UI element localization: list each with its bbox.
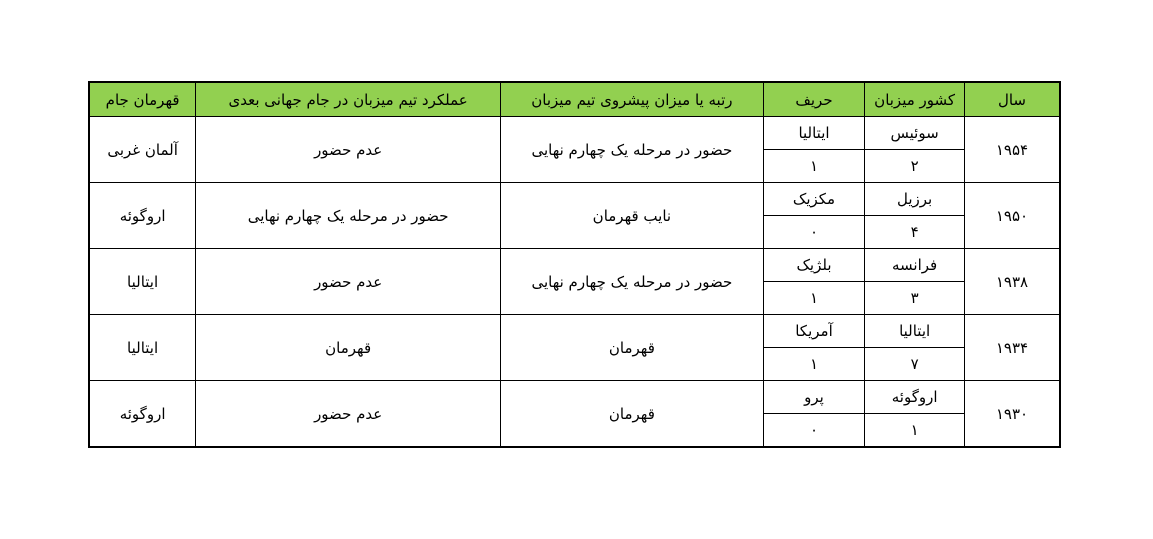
year-cell: ۱۹۳۰ — [964, 381, 1060, 448]
rank-cell: حضور در مرحله یک چهارم نهایی — [501, 249, 764, 315]
opponent-cell: ایتالیا — [763, 117, 865, 150]
table-row — [89, 381, 1060, 414]
next-cup-cell: عدم حضور — [196, 249, 501, 315]
host-cell: اروگوئه — [865, 381, 965, 414]
opponent-cell: پرو — [763, 381, 865, 414]
opponent-cell: بلژیک — [763, 249, 865, 282]
header-rank: رتبه یا میزان پیشروی تیم میزبان — [501, 82, 764, 117]
opponent-score-cell: ۱ — [763, 348, 865, 381]
table-row — [89, 183, 1060, 216]
rank-cell: قهرمان — [501, 381, 764, 448]
table-row — [89, 117, 1060, 150]
year-cell: ۱۹۳۸ — [964, 249, 1060, 315]
year-cell: ۱۹۳۴ — [964, 315, 1060, 381]
rank-cell: نایب قهرمان — [501, 183, 764, 249]
opponent-score-cell: ۱ — [763, 282, 865, 315]
header-host: کشور میزبان — [865, 82, 965, 117]
champion-cell: ایتالیا — [89, 315, 196, 381]
year-cell: ۱۹۵۰ — [964, 183, 1060, 249]
rank-cell: حضور در مرحله یک چهارم نهایی — [501, 117, 764, 183]
table-row — [89, 249, 1060, 282]
host-cell: برزیل — [865, 183, 965, 216]
rank-cell: قهرمان — [501, 315, 764, 381]
host-cell: ایتالیا — [865, 315, 965, 348]
table-body — [89, 117, 1060, 448]
host-cell: فرانسه — [865, 249, 965, 282]
host-score-cell: ۷ — [865, 348, 965, 381]
next-cup-cell: عدم حضور — [196, 117, 501, 183]
host-score-cell: ۳ — [865, 282, 965, 315]
next-cup-cell: عدم حضور — [196, 381, 501, 448]
host-score-cell: ۴ — [865, 216, 965, 249]
header-champion: قهرمان جام — [89, 82, 196, 117]
header-opponent: حریف — [763, 82, 865, 117]
header-year: سال — [964, 82, 1060, 117]
table-row — [89, 315, 1060, 348]
header-next-cup: عملکرد تیم میزبان در جام جهانی بعدی — [196, 82, 501, 117]
champion-cell: آلمان غربی — [89, 117, 196, 183]
opponent-score-cell: ۰ — [763, 216, 865, 249]
next-cup-cell: حضور در مرحله یک چهارم نهایی — [196, 183, 501, 249]
opponent-score-cell: ۰ — [763, 414, 865, 448]
world-cup-hosts-table — [88, 81, 1061, 448]
next-cup-cell: قهرمان — [196, 315, 501, 381]
host-score-cell: ۱ — [865, 414, 965, 448]
opponent-cell: آمریکا — [763, 315, 865, 348]
champion-cell: اروگوئه — [89, 183, 196, 249]
header-row — [89, 82, 1060, 117]
opponent-cell: مکزیک — [763, 183, 865, 216]
host-score-cell: ۲ — [865, 150, 965, 183]
host-cell: سوئیس — [865, 117, 965, 150]
opponent-score-cell: ۱ — [763, 150, 865, 183]
year-cell: ۱۹۵۴ — [964, 117, 1060, 183]
champion-cell: اروگوئه — [89, 381, 196, 448]
champion-cell: ایتالیا — [89, 249, 196, 315]
